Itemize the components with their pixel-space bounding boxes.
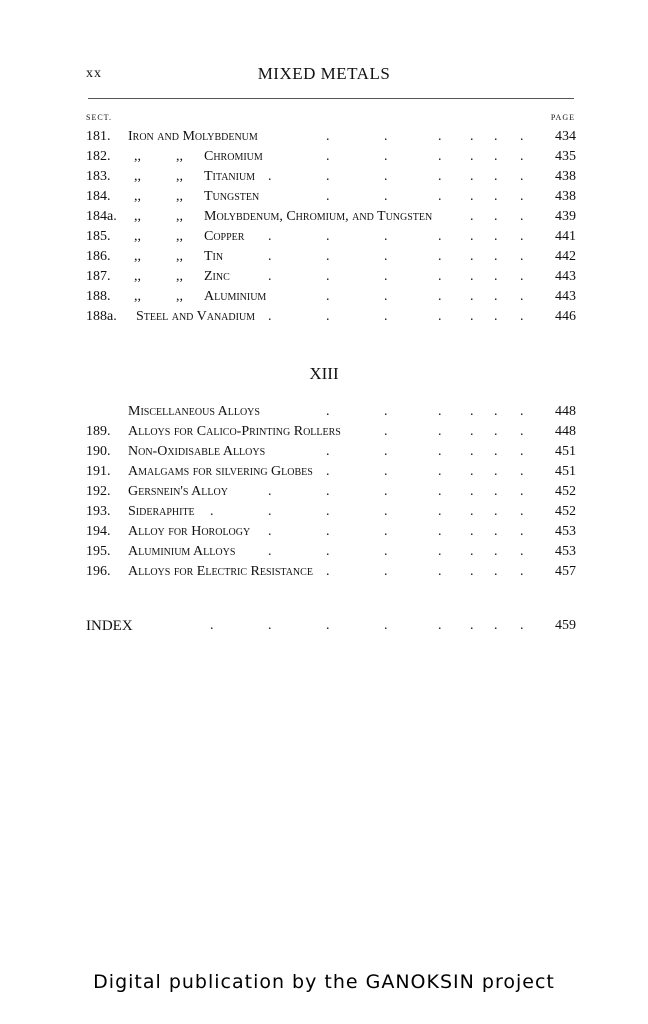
sect-column-label: SECT. <box>86 113 112 122</box>
leader-dot: . <box>438 129 442 144</box>
leader-dot: . <box>438 149 442 164</box>
leader-dot: . <box>494 444 498 459</box>
leader-dot: . <box>384 544 388 559</box>
leader-dot: . <box>438 189 442 204</box>
leader-dot: . <box>494 249 498 264</box>
ditto-mark: ,, <box>176 149 183 164</box>
leader-dot: . <box>326 189 330 204</box>
section-number: 183. <box>86 169 111 184</box>
entry-title: Gersnein's Alloy <box>128 484 228 499</box>
entry-page: 457 <box>555 564 576 579</box>
leader-dot: . <box>520 169 524 184</box>
leader-dot: . <box>470 309 474 324</box>
entry-title: Alloy for Horology <box>128 524 251 539</box>
entry-title: Zinc <box>204 269 230 284</box>
entry-title: Miscellaneous Alloys <box>128 404 260 419</box>
ditto-mark: ,, <box>176 209 183 224</box>
leader-dot: . <box>384 289 388 304</box>
toc-row <box>86 522 576 542</box>
entry-page: 442 <box>555 249 576 264</box>
leader-dot: . <box>520 269 524 284</box>
header-rule <box>88 98 574 99</box>
leader-dot: . <box>326 269 330 284</box>
leader-dot: . <box>470 524 474 539</box>
section-number: 182. <box>86 149 111 164</box>
leader-dot: . <box>470 209 474 224</box>
leader-dot: . <box>268 309 272 324</box>
entry-page: 441 <box>555 229 576 244</box>
leader-dot: . <box>326 249 330 264</box>
leader-dot: . <box>520 149 524 164</box>
leader-dot: . <box>494 289 498 304</box>
toc-row <box>86 227 576 247</box>
leader-dot: . <box>470 129 474 144</box>
leader-dot: . <box>470 564 474 579</box>
leader-dot: . <box>384 129 388 144</box>
leader-dot: . <box>494 524 498 539</box>
leader-dot: . <box>384 618 388 633</box>
section-number: 189. <box>86 424 111 439</box>
toc-row <box>86 462 576 482</box>
leader-dot: . <box>326 444 330 459</box>
section-number: 190. <box>86 444 111 459</box>
entry-title: Aluminium Alloys <box>128 544 236 559</box>
leader-dot: . <box>326 524 330 539</box>
entry-page: 453 <box>555 544 576 559</box>
leader-dot: . <box>470 269 474 284</box>
toc-row <box>86 287 576 307</box>
leader-dot: . <box>494 404 498 419</box>
leader-dot: . <box>384 564 388 579</box>
leader-dot: . <box>384 524 388 539</box>
leader-dot: . <box>384 404 388 419</box>
leader-dot: . <box>520 229 524 244</box>
ditto-mark: ,, <box>134 169 141 184</box>
leader-dot: . <box>470 229 474 244</box>
leader-dot: . <box>268 524 272 539</box>
leader-dot: . <box>268 249 272 264</box>
leader-dot: . <box>520 444 524 459</box>
leader-dot: . <box>210 618 214 633</box>
leader-dot: . <box>438 424 442 439</box>
section-number: 188a. <box>86 309 117 324</box>
entry-title: Tin <box>204 249 224 264</box>
section-number: 185. <box>86 229 111 244</box>
leader-dot: . <box>470 424 474 439</box>
ditto-mark: ,, <box>134 249 141 264</box>
section-heading: XIII <box>309 364 339 383</box>
entry-title: Tungsten <box>204 189 260 204</box>
section-number: 192. <box>86 484 111 499</box>
leader-dot: . <box>384 464 388 479</box>
leader-dot: . <box>268 484 272 499</box>
section-number: 181. <box>86 129 111 144</box>
ditto-mark: ,, <box>134 269 141 284</box>
leader-dot: . <box>268 544 272 559</box>
leader-dot: . <box>520 464 524 479</box>
leader-dot: . <box>494 129 498 144</box>
ditto-mark: ,, <box>176 249 183 264</box>
leader-dot: . <box>326 564 330 579</box>
leader-dot: . <box>326 504 330 519</box>
entry-page: 443 <box>555 289 576 304</box>
ditto-mark: ,, <box>176 289 183 304</box>
running-title: MIXED METALS <box>257 64 391 83</box>
entry-page: 452 <box>555 504 576 519</box>
toc-row <box>86 207 576 227</box>
ditto-mark: ,, <box>134 149 141 164</box>
toc-row <box>86 167 576 187</box>
page-number: xx <box>86 66 102 81</box>
leader-dot: . <box>470 444 474 459</box>
leader-dot: . <box>470 464 474 479</box>
leader-dot: . <box>470 249 474 264</box>
section-number: 186. <box>86 249 111 264</box>
leader-dot: . <box>384 504 388 519</box>
ditto-mark: ,, <box>134 209 141 224</box>
leader-dot: . <box>384 309 388 324</box>
ditto-mark: ,, <box>176 229 183 244</box>
toc-row <box>86 187 576 207</box>
leader-dot: . <box>520 189 524 204</box>
leader-dot: . <box>520 504 524 519</box>
footer-credit: Digital publication by the GANOKSIN project <box>93 971 555 993</box>
leader-dot: . <box>268 169 272 184</box>
entry-title: Aluminium <box>204 289 267 304</box>
section-number: 195. <box>86 544 111 559</box>
leader-dot: . <box>494 544 498 559</box>
leader-dot: . <box>438 404 442 419</box>
leader-dot: . <box>384 249 388 264</box>
entry-title: Alloys for Calico-Printing Rollers <box>128 424 341 439</box>
leader-dot: . <box>438 169 442 184</box>
toc-row <box>86 267 576 287</box>
ditto-mark: ,, <box>176 169 183 184</box>
leader-dot: . <box>494 209 498 224</box>
entry-page: 434 <box>555 129 576 144</box>
page-column-label: PAGE <box>550 113 575 122</box>
section-number: 184. <box>86 189 111 204</box>
leader-dot: . <box>470 404 474 419</box>
section-number: 194. <box>86 524 111 539</box>
entry-page: 446 <box>555 309 576 324</box>
entry-title: Sideraphite <box>128 504 195 519</box>
entry-page: 435 <box>555 149 576 164</box>
leader-dot: . <box>494 464 498 479</box>
entry-page: 448 <box>555 404 576 419</box>
toc-row <box>86 542 576 562</box>
leader-dot: . <box>520 544 524 559</box>
leader-dot: . <box>326 618 330 633</box>
leader-dot: . <box>494 564 498 579</box>
toc-row-index <box>86 616 576 636</box>
entry-title: Titanium <box>204 169 256 184</box>
leader-dot: . <box>384 229 388 244</box>
leader-dot: . <box>494 618 498 633</box>
section-number: 184a. <box>86 209 117 224</box>
entry-page: 438 <box>555 169 576 184</box>
entry-page: 439 <box>555 209 576 224</box>
leader-dot: . <box>520 249 524 264</box>
entry-title: Steel and Vanadium <box>136 309 256 324</box>
leader-dot: . <box>494 484 498 499</box>
ditto-mark: ,, <box>134 289 141 304</box>
leader-dot: . <box>520 129 524 144</box>
entry-page: 451 <box>555 464 576 479</box>
leader-dot: . <box>268 229 272 244</box>
leader-dot: . <box>326 544 330 559</box>
leader-dot: . <box>326 169 330 184</box>
section-number: 193. <box>86 504 111 519</box>
entry-title: Non-Oxidisable Alloys <box>128 444 266 459</box>
leader-dot: . <box>520 484 524 499</box>
leader-dot: . <box>384 424 388 439</box>
entry-page: 451 <box>555 444 576 459</box>
leader-dot: . <box>384 149 388 164</box>
leader-dot: . <box>268 269 272 284</box>
toc-row <box>86 502 576 522</box>
leader-dot: . <box>494 149 498 164</box>
leader-dot: . <box>470 618 474 633</box>
section-number: 196. <box>86 564 111 579</box>
entry-page: 453 <box>555 524 576 539</box>
leader-dot: . <box>470 504 474 519</box>
leader-dot: . <box>494 269 498 284</box>
leader-dot: . <box>520 524 524 539</box>
leader-dot: . <box>494 169 498 184</box>
leader-dot: . <box>326 404 330 419</box>
index-title: INDEX <box>86 618 133 634</box>
leader-dot: . <box>494 189 498 204</box>
leader-dot: . <box>384 444 388 459</box>
leader-dot: . <box>438 269 442 284</box>
leader-dot: . <box>438 464 442 479</box>
leader-dot: . <box>438 249 442 264</box>
leader-dot: . <box>470 169 474 184</box>
toc-row <box>86 442 576 462</box>
toc-row <box>86 482 576 502</box>
leader-dot: . <box>520 618 524 633</box>
leader-dot: . <box>326 484 330 499</box>
leader-dot: . <box>494 309 498 324</box>
entry-title: Copper <box>204 229 245 244</box>
index-page: 459 <box>555 618 576 633</box>
leader-dot: . <box>384 269 388 284</box>
leader-dot: . <box>494 504 498 519</box>
leader-dot: . <box>520 209 524 224</box>
leader-dot: . <box>326 464 330 479</box>
ditto-mark: ,, <box>176 189 183 204</box>
ditto-mark: ,, <box>134 229 141 244</box>
entry-page: 448 <box>555 424 576 439</box>
leader-dot: . <box>210 504 214 519</box>
leader-dot: . <box>384 169 388 184</box>
leader-dot: . <box>384 189 388 204</box>
leader-dot: . <box>268 618 272 633</box>
leader-dot: . <box>470 544 474 559</box>
leader-dot: . <box>438 444 442 459</box>
entry-title: Iron and Molybdenum <box>128 129 258 144</box>
leader-dot: . <box>326 229 330 244</box>
leader-dot: . <box>470 149 474 164</box>
leader-dot: . <box>438 524 442 539</box>
toc-row <box>86 562 576 582</box>
leader-dot: . <box>438 564 442 579</box>
section-number: 191. <box>86 464 111 479</box>
leader-dot: . <box>438 484 442 499</box>
entry-title: Alloys for Electric Resistance <box>128 564 313 579</box>
section-number: 188. <box>86 289 111 304</box>
ditto-mark: ,, <box>134 189 141 204</box>
leader-dot: . <box>520 289 524 304</box>
leader-dot: . <box>438 309 442 324</box>
toc-row <box>86 402 576 422</box>
leader-dot: . <box>494 424 498 439</box>
leader-dot: . <box>520 309 524 324</box>
entry-title: Amalgams for silvering Globes <box>128 464 313 479</box>
leader-dot: . <box>326 129 330 144</box>
toc-row <box>86 422 576 442</box>
toc-row <box>86 307 576 327</box>
section-number: 187. <box>86 269 111 284</box>
leader-dot: . <box>438 229 442 244</box>
entry-title: Chromium <box>204 149 263 164</box>
leader-dot: . <box>326 309 330 324</box>
leader-dot: . <box>470 484 474 499</box>
toc-row <box>86 127 576 147</box>
leader-dot: . <box>520 424 524 439</box>
toc-row <box>86 147 576 167</box>
leader-dot: . <box>470 289 474 304</box>
leader-dot: . <box>384 484 388 499</box>
leader-dot: . <box>438 618 442 633</box>
toc-row <box>86 247 576 267</box>
ditto-mark: ,, <box>176 269 183 284</box>
leader-dot: . <box>326 149 330 164</box>
entry-page: 438 <box>555 189 576 204</box>
leader-dot: . <box>520 564 524 579</box>
entry-page: 452 <box>555 484 576 499</box>
leader-dot: . <box>438 544 442 559</box>
leader-dot: . <box>326 289 330 304</box>
leader-dot: . <box>438 289 442 304</box>
leader-dot: . <box>470 189 474 204</box>
entry-title: Molybdenum, Chromium, and Tungsten <box>204 209 433 224</box>
leader-dot: . <box>438 504 442 519</box>
leader-dot: . <box>268 504 272 519</box>
leader-dot: . <box>520 404 524 419</box>
entry-page: 443 <box>555 269 576 284</box>
leader-dot: . <box>494 229 498 244</box>
